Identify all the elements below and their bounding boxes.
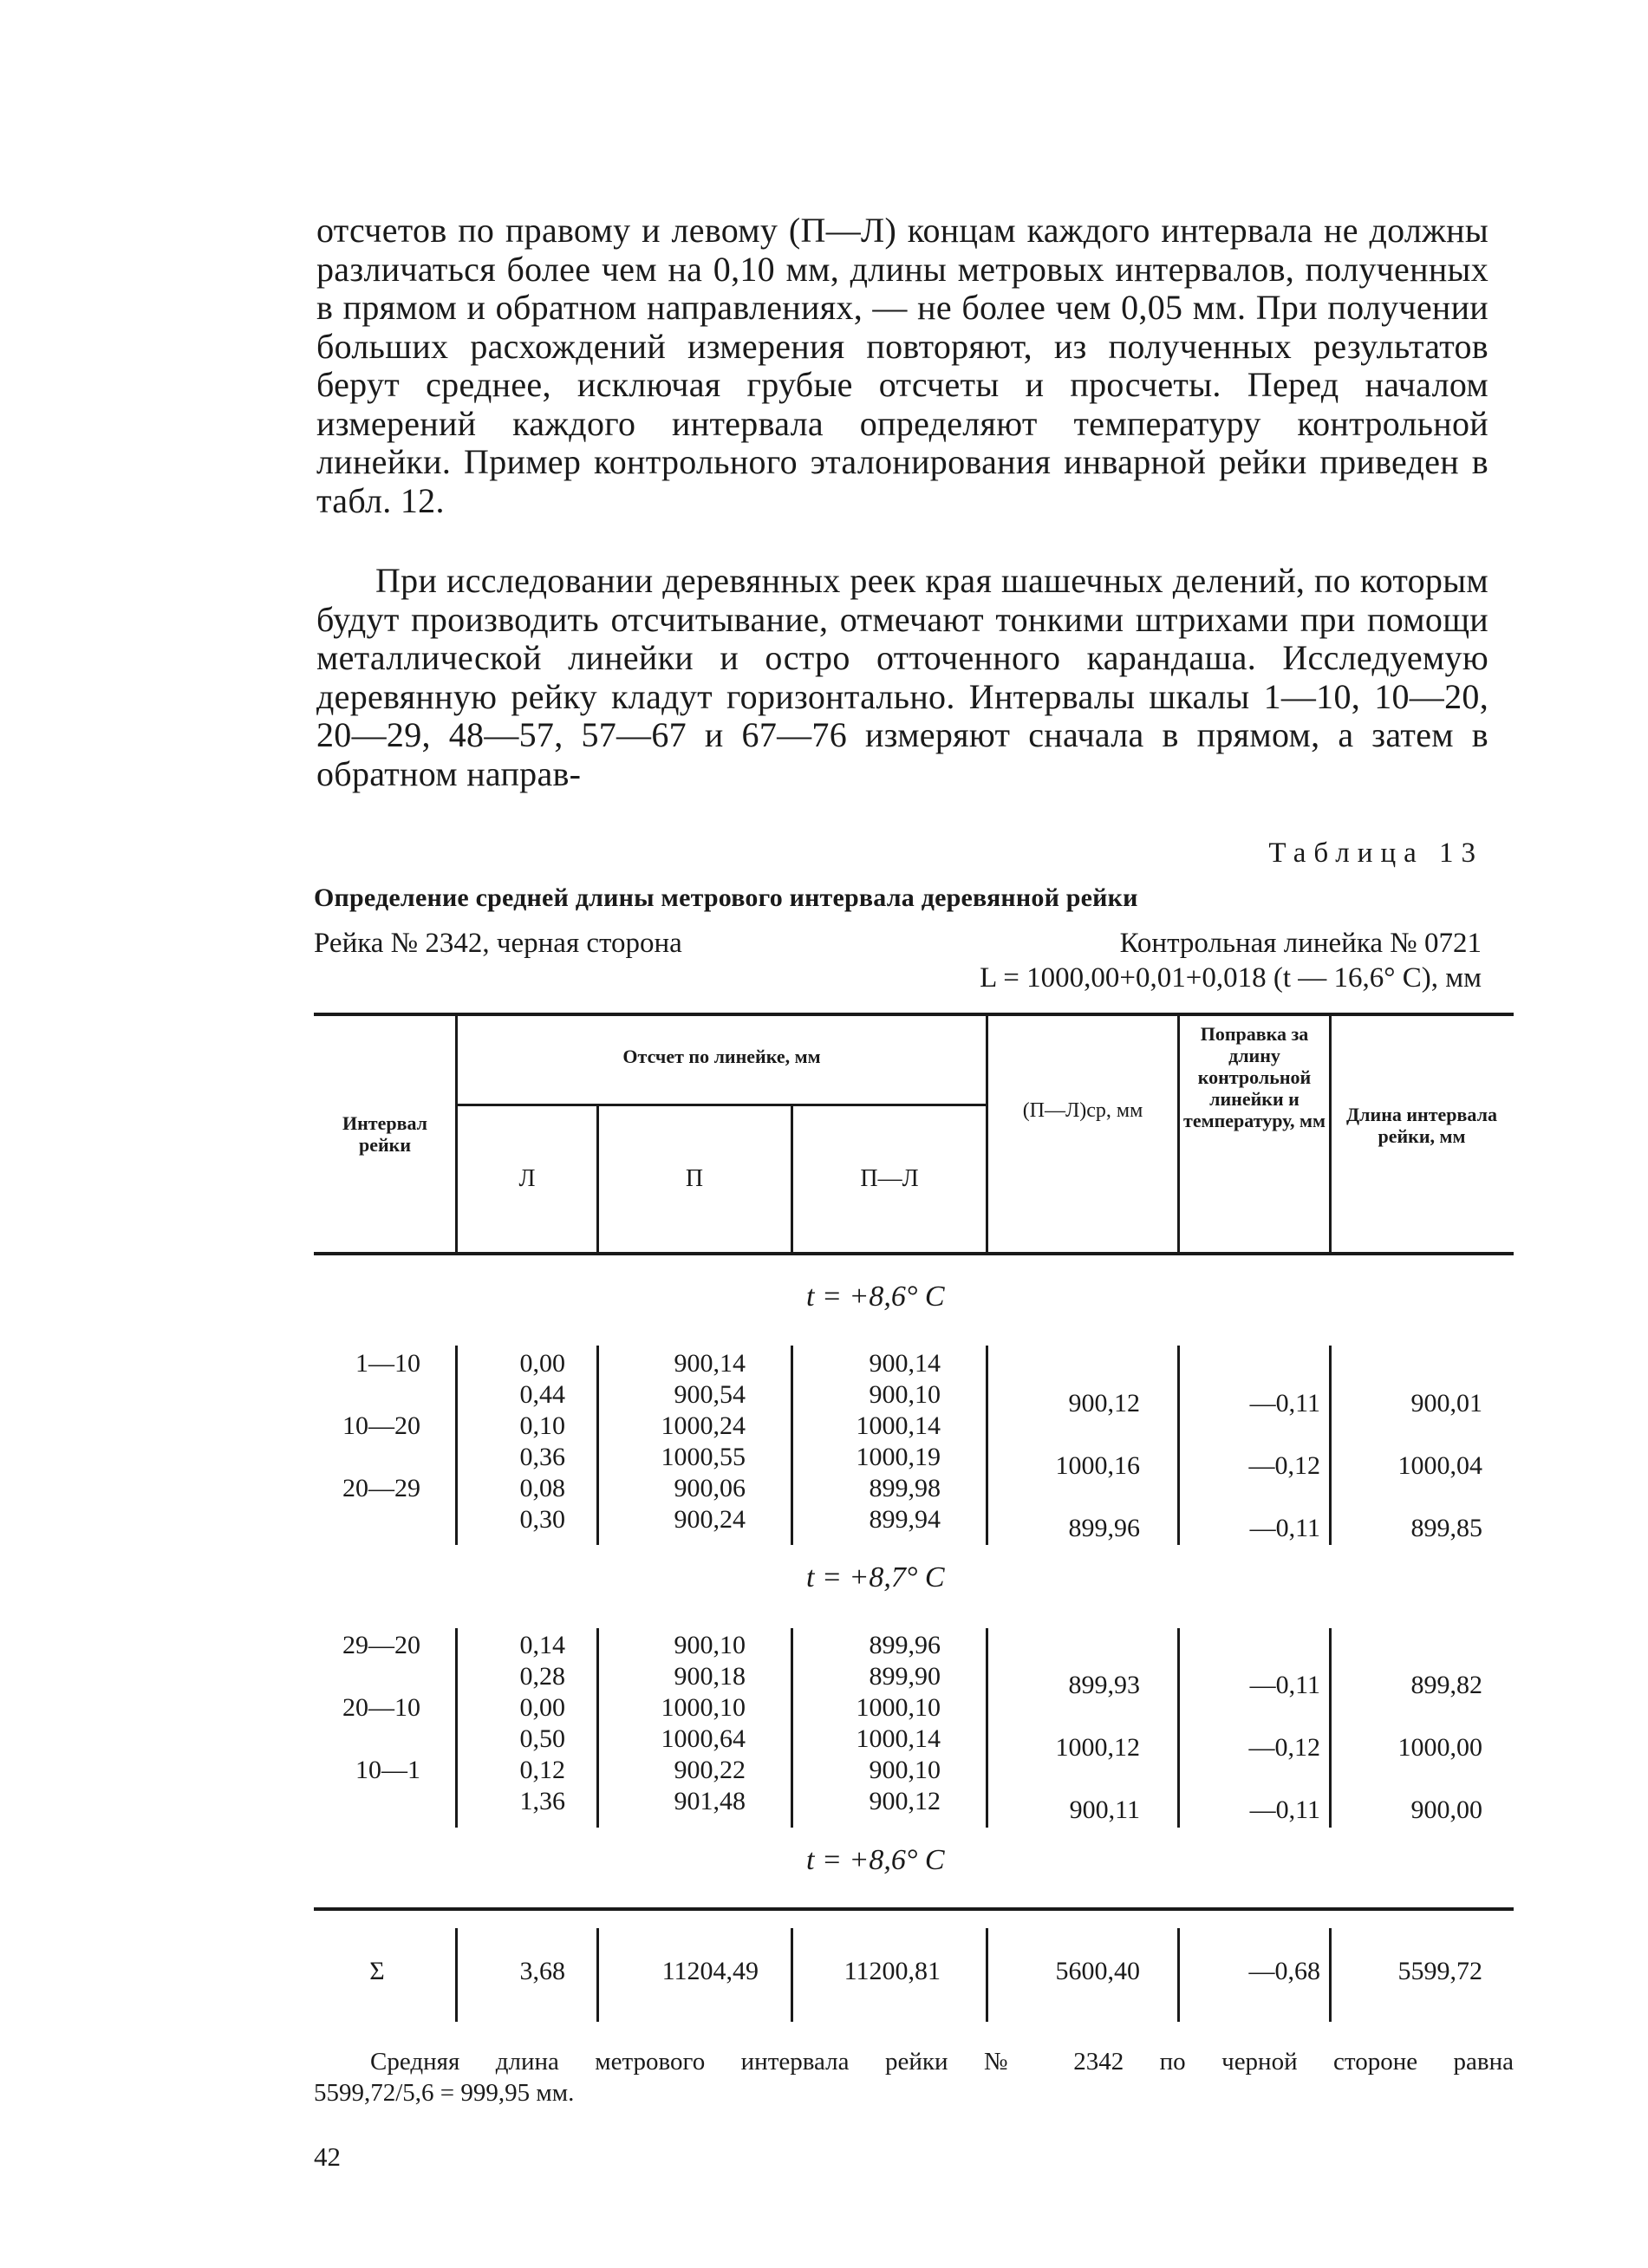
l-cell: 0,28 xyxy=(519,1662,565,1691)
total-pl: 11200,81 xyxy=(844,1957,941,1985)
total-mean: 5600,40 xyxy=(1055,1957,1140,1985)
paragraph-1-text: отсчетов по правому и левому (П—Л) концам каждого интервала не должны различаться более чем на 0,10 мм, длины метровых интервалов, полученных в прямом и обратном направлениях, — не более чем 0,05 мм. При получении больших расхождений измерения повторяют, из полученных результатов берут среднее, исключая грубые отсчеты и просчеты. Перед началом измерений каждого интервала определяют температуру контрольной линейки. Пример контрольного эталонирования инварной рейки приведен в табл. 12. xyxy=(316,211,1488,520)
p-cell: 900,06 xyxy=(674,1474,746,1502)
l-cell: 0,08 xyxy=(519,1474,565,1502)
header-bottom-rule xyxy=(314,1252,1514,1255)
paragraph-2 xyxy=(316,562,1488,793)
mean-cell: 1000,12 xyxy=(1055,1733,1140,1762)
pl-cell: 1000,19 xyxy=(856,1443,941,1471)
pl-cell: 900,10 xyxy=(869,1380,941,1409)
column-divider xyxy=(455,1346,458,1545)
header-divider xyxy=(455,1016,458,1252)
footnote-line-2: 5599,72/5,6 = 999,95 мм. xyxy=(314,2079,575,2107)
total-l: 3,68 xyxy=(519,1957,565,1985)
pl-cell: 1000,10 xyxy=(856,1693,941,1722)
interval-cell: 20—10 xyxy=(342,1693,420,1722)
column-divider xyxy=(596,1928,599,2022)
correction-cell: —0,11 xyxy=(1249,1796,1320,1824)
length-cell: 899,82 xyxy=(1410,1671,1482,1699)
column-divider xyxy=(1177,1628,1180,1828)
column-divider xyxy=(455,1628,458,1828)
correction-cell: —0,11 xyxy=(1249,1671,1320,1699)
interval-cell: 20—29 xyxy=(342,1474,420,1502)
column-divider xyxy=(986,1928,988,2022)
p-cell: 900,54 xyxy=(674,1380,746,1409)
column-divider xyxy=(791,1928,793,2022)
column-divider xyxy=(455,1928,458,2022)
column-divider xyxy=(986,1628,988,1828)
pl-cell: 899,90 xyxy=(869,1662,941,1691)
l-cell: 0,12 xyxy=(519,1756,565,1784)
correction-cell: —0,11 xyxy=(1249,1389,1320,1418)
column-divider xyxy=(596,1346,599,1545)
length-cell: 1000,04 xyxy=(1397,1451,1482,1480)
p-cell: 900,14 xyxy=(674,1349,746,1378)
l-cell: 0,14 xyxy=(519,1631,565,1659)
column-divider xyxy=(791,1346,793,1545)
column-divider xyxy=(986,1346,988,1545)
paragraph-2-text: При исследовании деревянных реек края шашечных делений, по которым будут производить отсчитывание, отмечают тонкими штрихами при помощи металлической линейки и остро отточенного карандаша. Исследуемую деревянную рейку кладут горизонтально. Интервалы шкалы 1—10, 10—20, 20—29, 48—57, 57—67 и 67—76 измеряют сначала в прямом, а затем в обратном направ- xyxy=(316,561,1488,793)
column-divider xyxy=(596,1628,599,1828)
column-divider xyxy=(1177,1928,1180,2022)
header-divider xyxy=(596,1105,599,1252)
header-divider xyxy=(986,1016,988,1252)
sum-symbol: Σ xyxy=(369,1957,385,1985)
header-divider xyxy=(1177,1016,1180,1252)
header-reading: Отсчет по линейке, мм xyxy=(622,1046,821,1067)
l-cell: 0,44 xyxy=(519,1380,565,1409)
length-cell: 1000,00 xyxy=(1397,1733,1482,1762)
temperature-label: t = +8,6° C xyxy=(806,1844,945,1876)
length-cell: 900,00 xyxy=(1410,1796,1482,1824)
l-cell: 1,36 xyxy=(519,1787,565,1815)
l-cell: 0,00 xyxy=(519,1349,565,1378)
pl-cell: 900,14 xyxy=(869,1349,941,1378)
table-title: Определение средней длины метрового интервала деревянной рейки xyxy=(314,883,1138,912)
p-cell: 900,22 xyxy=(674,1756,746,1784)
footnote xyxy=(314,2046,1514,2108)
header-interval: Интервал рейки xyxy=(342,1112,427,1156)
total-correction: —0,68 xyxy=(1248,1957,1320,1985)
p-cell: 900,24 xyxy=(674,1505,746,1534)
pl-cell: 899,96 xyxy=(869,1631,941,1659)
pl-cell: 1000,14 xyxy=(856,1411,941,1440)
p-cell: 1000,64 xyxy=(661,1724,746,1753)
l-cell: 0,36 xyxy=(519,1443,565,1471)
l-cell: 0,30 xyxy=(519,1505,565,1534)
l-cell: 0,50 xyxy=(519,1724,565,1753)
header-mean: (П—Л)ср, мм xyxy=(1022,1099,1143,1122)
header-l: Л xyxy=(518,1165,536,1192)
mean-cell: 900,12 xyxy=(1068,1389,1140,1418)
p-cell: 1000,10 xyxy=(661,1693,746,1722)
interval-cell: 29—20 xyxy=(342,1631,420,1659)
length-cell: 900,01 xyxy=(1410,1389,1482,1418)
pl-cell: 900,10 xyxy=(869,1756,941,1784)
ruler-formula: L = 1000,00+0,01+0,018 (t — 16,6° C), мм xyxy=(980,962,1482,994)
mean-cell: 1000,16 xyxy=(1055,1451,1140,1480)
mean-cell: 900,11 xyxy=(1069,1796,1140,1824)
p-cell: 1000,24 xyxy=(661,1411,746,1440)
correction-cell: —0,12 xyxy=(1248,1733,1320,1762)
l-cell: 0,10 xyxy=(519,1411,565,1440)
interval-cell: 10—20 xyxy=(342,1411,420,1440)
total-length: 5599,72 xyxy=(1397,1957,1482,1985)
header-divider xyxy=(1329,1016,1332,1252)
column-divider xyxy=(1329,1628,1332,1828)
p-cell: 900,18 xyxy=(674,1662,746,1691)
column-divider xyxy=(1329,1346,1332,1545)
interval-cell: 1—10 xyxy=(355,1349,420,1378)
table-label: Таблица 13 xyxy=(1268,837,1483,869)
pl-cell: 900,12 xyxy=(869,1787,941,1815)
column-divider xyxy=(791,1628,793,1828)
correction-cell: —0,11 xyxy=(1249,1514,1320,1542)
temperature-label: t = +8,6° C xyxy=(806,1281,945,1313)
mean-cell: 899,93 xyxy=(1068,1671,1140,1699)
correction-cell: —0,12 xyxy=(1248,1451,1320,1480)
interval-cell: 10—1 xyxy=(355,1756,420,1784)
header-p: П xyxy=(685,1165,704,1192)
length-cell: 899,85 xyxy=(1410,1514,1482,1542)
column-divider xyxy=(1329,1928,1332,2022)
pl-cell: 899,98 xyxy=(869,1474,941,1502)
header-pl: П—Л xyxy=(860,1165,919,1192)
header-correction: Поправка за длину контрольной линейки и температуру, мм xyxy=(1183,1023,1326,1131)
pl-cell: 899,94 xyxy=(869,1505,941,1534)
table-top-rule xyxy=(314,1013,1514,1016)
ruler-label: Контрольная линейка № 0721 xyxy=(1119,928,1482,959)
totals-top-rule xyxy=(314,1907,1514,1911)
rail-label: Рейка № 2342, черная сторона xyxy=(314,928,682,959)
paragraph-1 xyxy=(316,212,1488,520)
mean-cell: 899,96 xyxy=(1068,1514,1140,1542)
page-number: 42 xyxy=(314,2141,341,2172)
column-divider xyxy=(1177,1346,1180,1545)
total-p: 11204,49 xyxy=(661,1957,759,1985)
pl-cell: 1000,14 xyxy=(856,1724,941,1753)
header-divider xyxy=(791,1105,793,1252)
footnote-line-1: Средняя длина метрового интервала рейки № 2342 по черной стороне равна xyxy=(370,2048,1514,2076)
p-cell: 901,48 xyxy=(674,1787,746,1815)
header-subrule xyxy=(457,1104,986,1106)
l-cell: 0,00 xyxy=(519,1693,565,1722)
temperature-label: t = +8,7° C xyxy=(806,1561,945,1593)
p-cell: 900,10 xyxy=(674,1631,746,1659)
p-cell: 1000,55 xyxy=(661,1443,746,1471)
header-length: Длина интервала рейки, мм xyxy=(1346,1104,1497,1147)
